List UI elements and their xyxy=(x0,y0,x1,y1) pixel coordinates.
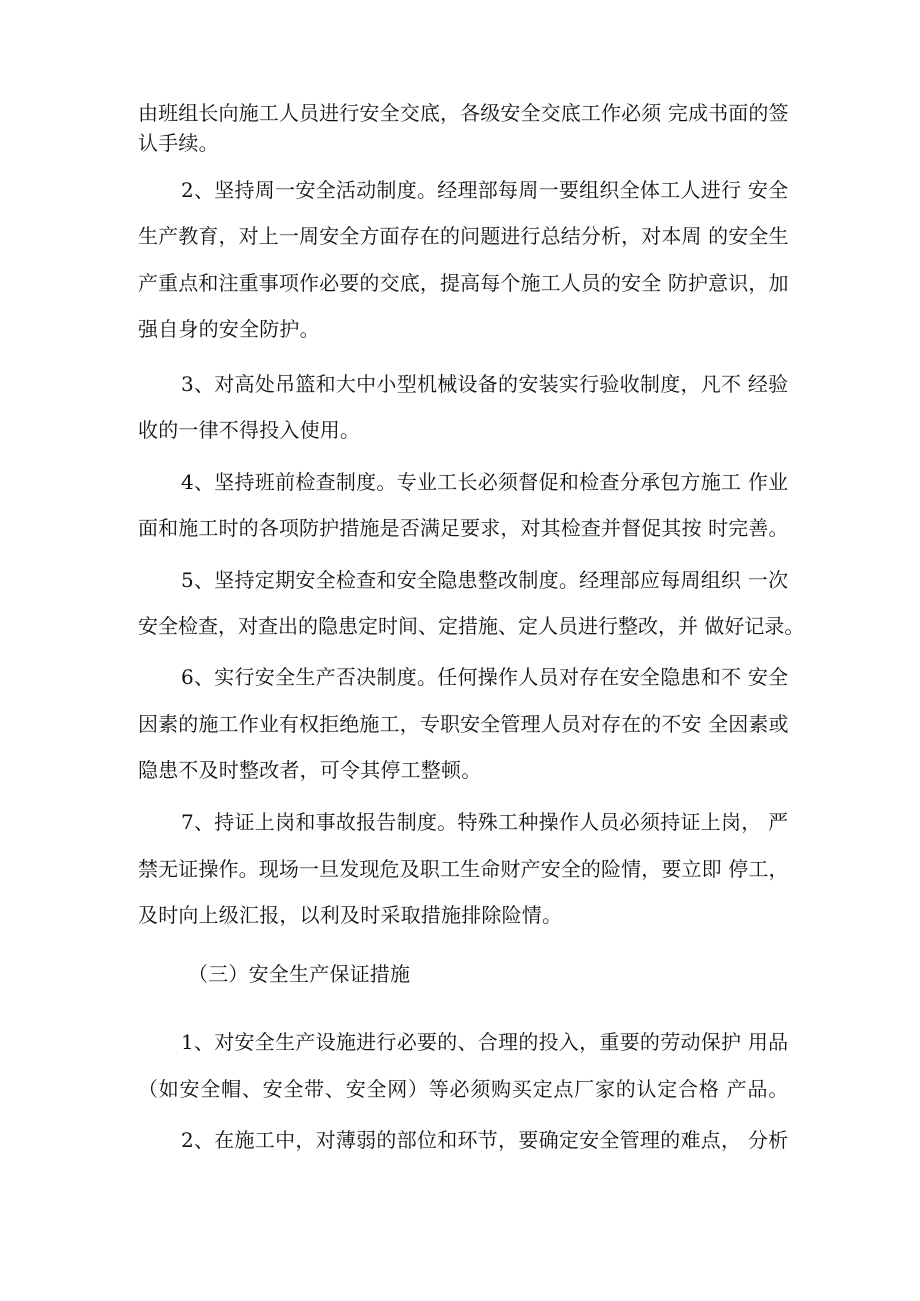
line-text: 1、对安全生产设施进行必要的、合理的投入，重要的劳动保护 用品 xyxy=(181,1030,789,1054)
paragraph-line xyxy=(138,614,805,638)
line-text: 强自身的安全防护。 xyxy=(138,317,320,341)
paragraph-line xyxy=(138,131,788,155)
line-text: 安全检查，对查出的隐患定时间、定措施、定人员进行整改，并 做好记录。 xyxy=(138,614,805,638)
paragraph-line xyxy=(181,372,788,396)
paragraph-line xyxy=(138,857,788,881)
paragraph-line xyxy=(181,665,788,689)
section-heading xyxy=(188,962,838,986)
paragraph-line xyxy=(138,317,788,341)
paragraph-line xyxy=(181,568,788,592)
paragraph-line xyxy=(138,516,788,540)
line-text: 面和施工时的各项防护措施是否满足要求，对其检查并督促其按 时完善。 xyxy=(138,516,789,540)
line-text: 3、对高处吊篮和大中小型机械设备的安装实行验收制度，凡不 经验 xyxy=(181,372,789,396)
line-text: 因素的施工作业有权拒绝施工，专职安全管理人员对存在的不安 全因素或 xyxy=(138,712,789,736)
paragraph-line xyxy=(138,1077,788,1101)
paragraph-line xyxy=(138,418,788,442)
paragraph-line xyxy=(138,903,788,927)
paragraph-line xyxy=(181,1128,788,1152)
line-text: 及时向上级汇报，以利及时采取措施排除险情。 xyxy=(138,903,563,927)
line-text: 禁无证操作。现场一旦发现危及职工生命财产安全的险情，要立即 停工， xyxy=(138,857,789,881)
line-text: 隐患不及时整改者，可令其停工整顿。 xyxy=(138,758,482,782)
line-text: 5、坚持定期安全检查和安全隐患整改制度。经理部应每周组织 一次 xyxy=(181,568,789,592)
paragraph-line xyxy=(181,470,788,494)
line-text: 认手续。 xyxy=(138,131,219,155)
heading-text: （三）安全生产保证措施 xyxy=(188,962,411,986)
paragraph-line xyxy=(138,712,788,736)
line-text: 收的一律不得投入使用。 xyxy=(138,418,361,442)
line-text: （如安全帽、安全带、安全网）等必须购买定点厂家的认定合格 产品。 xyxy=(138,1077,789,1101)
line-text: 4、坚持班前检查制度。专业工长必须督促和检查分承包方施工 作业 xyxy=(181,470,789,494)
line-text: 7、持证上岗和事故报告制度。特殊工种操作人员必须持证上岗， 严 xyxy=(181,810,789,834)
paragraph-line xyxy=(181,178,788,202)
line-text: 由班组长向施工人员进行安全交底，各级安全交底工作必须 完成书面的签 xyxy=(138,101,789,125)
paragraph-line xyxy=(181,810,788,834)
line-text: 6、实行安全生产否决制度。任何操作人员对存在安全隐患和不 安全 xyxy=(181,665,789,689)
paragraph-line xyxy=(138,271,788,295)
paragraph-line xyxy=(181,1030,788,1054)
line-text: 产重点和注重事项作必要的交底，提高每个施工人员的安全 防护意识，加 xyxy=(138,271,789,295)
paragraph-line xyxy=(138,758,788,782)
line-text: 2、在施工中，对薄弱的部位和环节，要确定安全管理的难点， 分析 xyxy=(181,1128,789,1152)
paragraph-line xyxy=(138,101,788,125)
paragraph-line xyxy=(138,224,788,248)
line-text: 生产教育，对上一周安全方面存在的问题进行总结分析，对本周 的安全生 xyxy=(138,224,789,248)
line-text: 2、坚持周一安全活动制度。经理部每周一要组织全体工人进行 安全 xyxy=(181,178,789,202)
